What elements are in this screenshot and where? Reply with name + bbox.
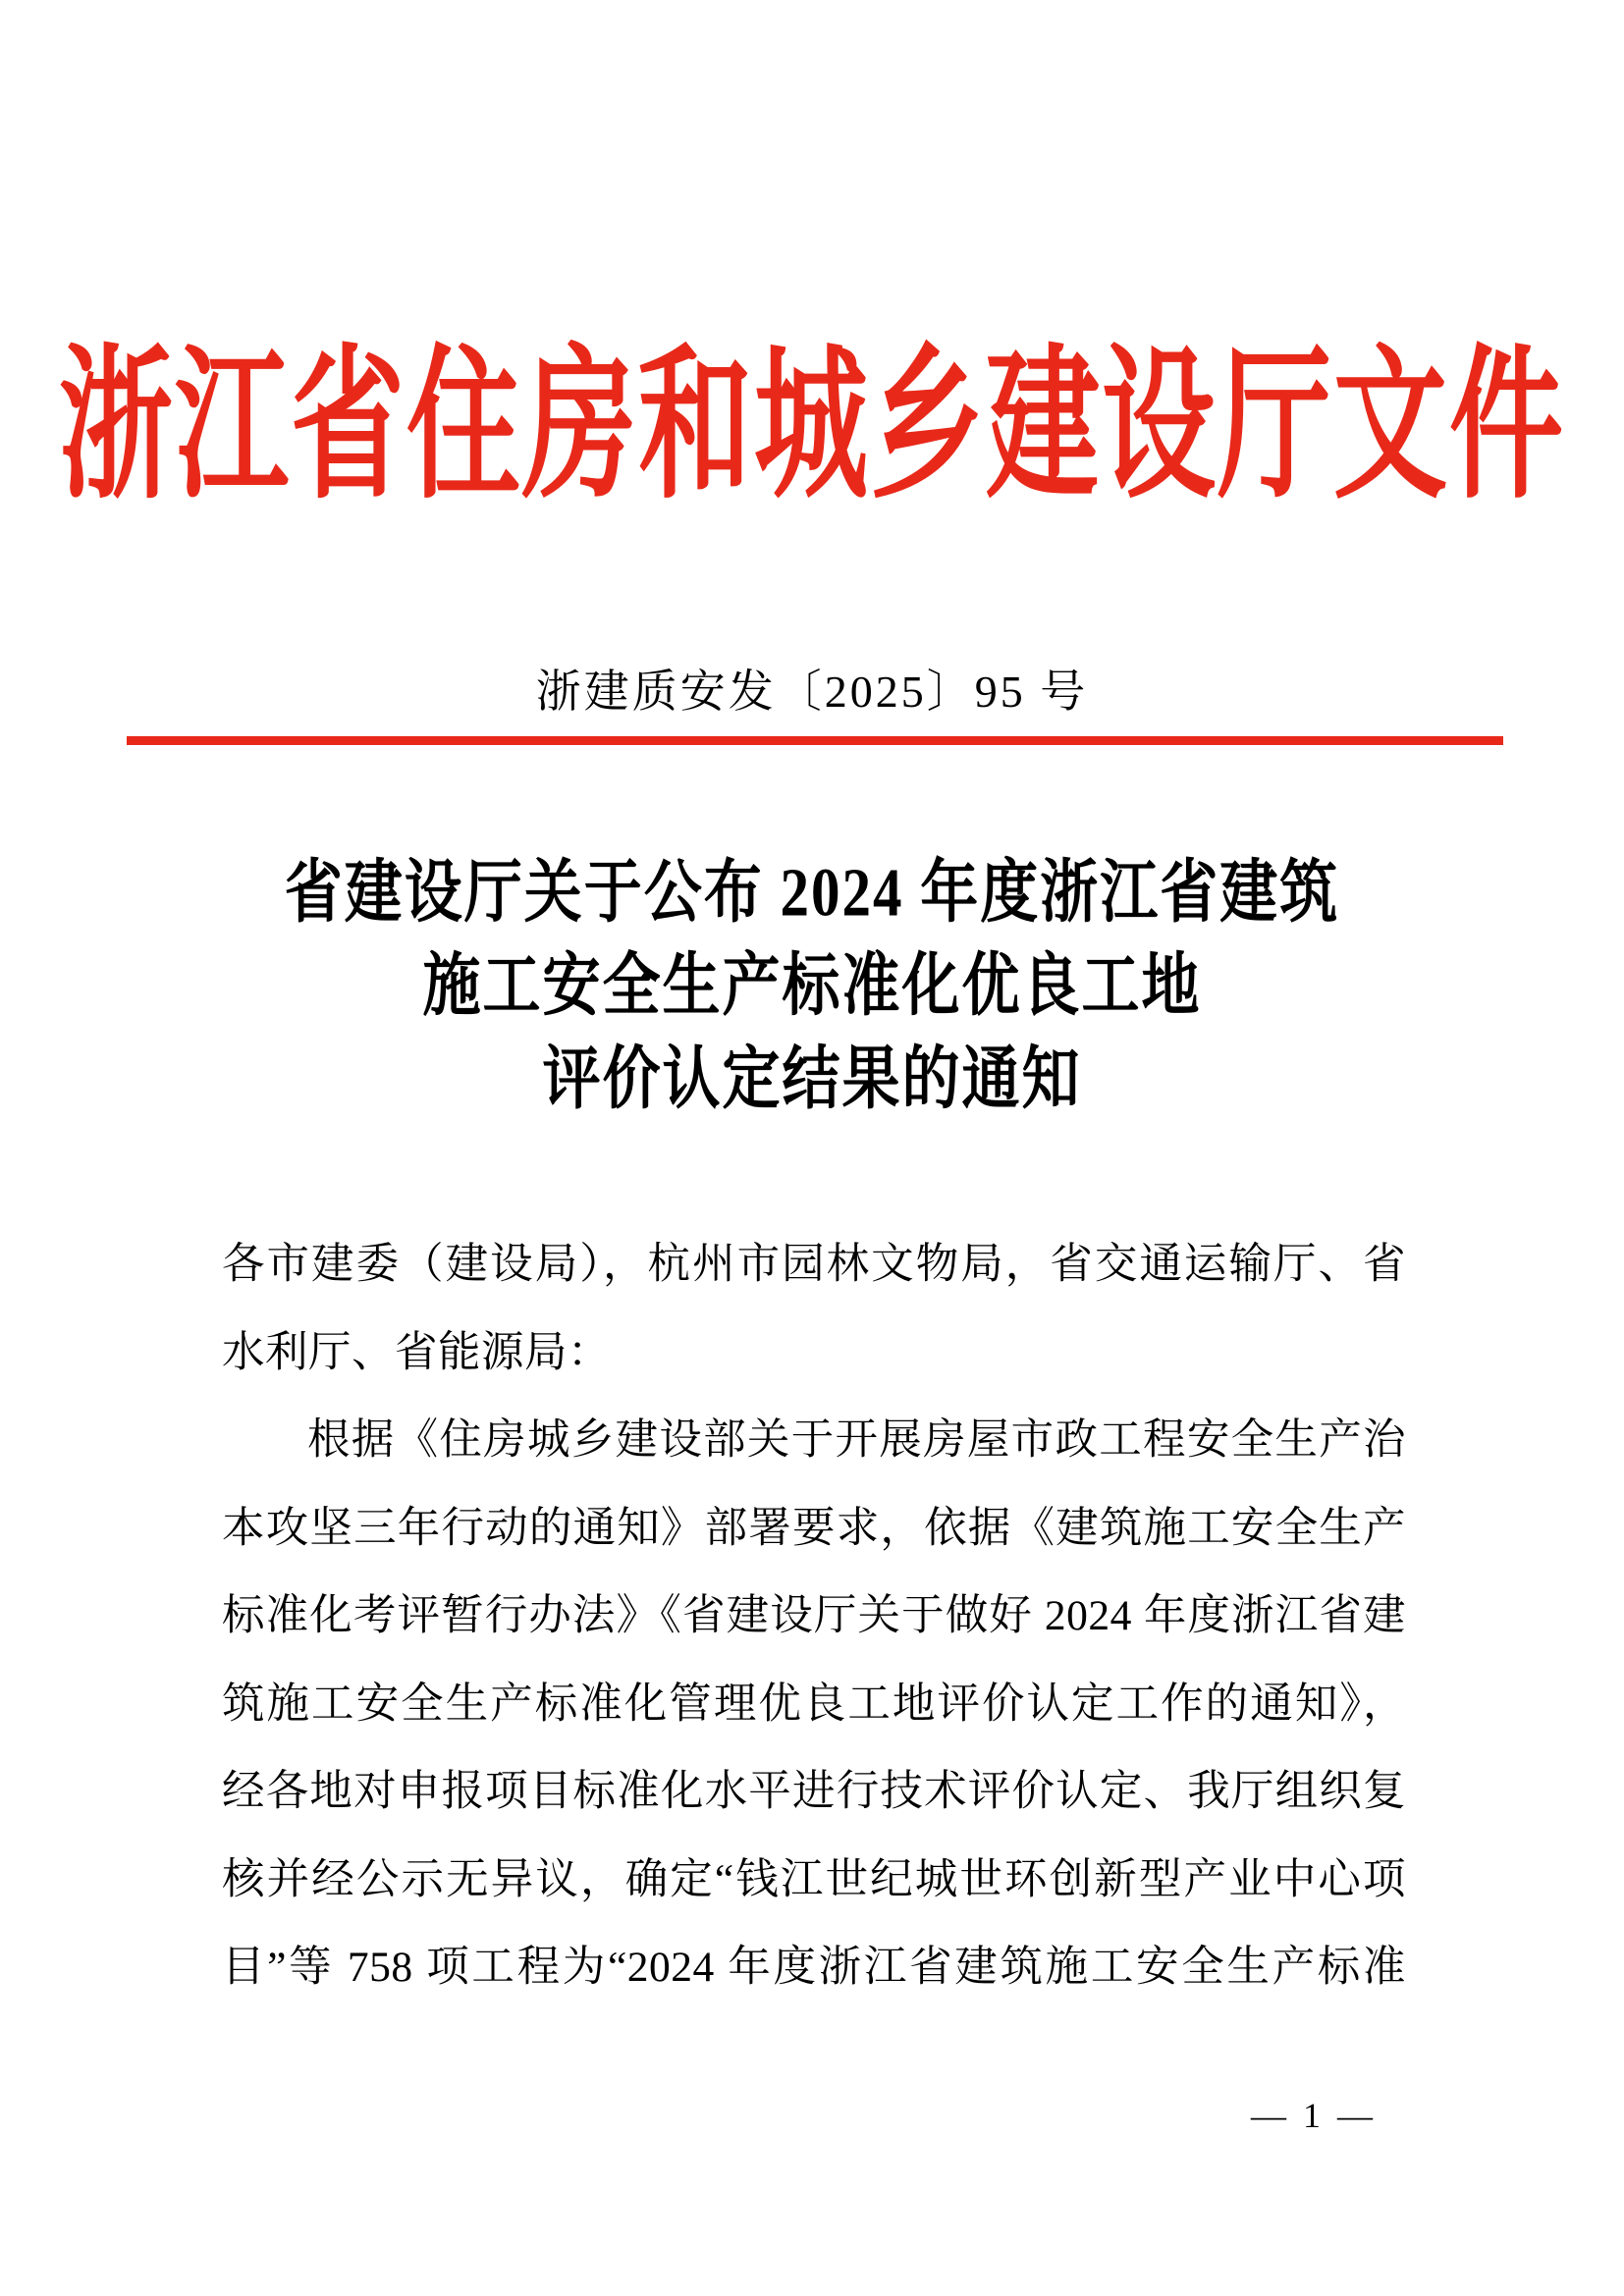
title-line-1: 省建设厅关于公布 2024 年度浙江省建筑 [284,853,1340,931]
title-line-3: 评价认定结果的通知 [542,1040,1082,1117]
issuing-agency-masthead: 浙江省住房和城乡建设厅文件 [59,337,1565,519]
body-line-paragraph: 核并经公示无异议，确定“钱江世纪城世环创新型产业中心项 [222,1855,1406,1903]
body-line-recipients-1: 各市建委（建设局），杭州市园林文物局，省交通运输厅、省 [222,1241,1406,1288]
body-line-paragraph: 经各地对申报项目标准化水平进行技术评价认定、我厅组织复 [222,1768,1406,1815]
document-title-row [0,846,1624,939]
body-line-recipients-2: 水利厅、省能源局： [222,1328,611,1376]
document-number: 浙建质安发〔2025〕95 号 [535,667,1089,717]
body-line-paragraph: 根据《住房城乡建设部关于开展房屋市政工程安全生产治 [307,1416,1406,1464]
body-line-paragraph: 本攻坚三年行动的通知》部署要求，依据《建筑施工安全生产 [222,1504,1406,1552]
body-line-paragraph: 目”等 758 项工程为“2024 年度浙江省建筑施工安全生产标准 [222,1944,1406,1991]
title-line-2: 施工安全生产标准化优良工地 [422,946,1202,1024]
page-number: — 1 — [1251,2096,1377,2135]
body-line-paragraph: 标准化考评暂行办法》《省建设厅关于做好 2024 年度浙江省建 [222,1592,1406,1639]
document-title [0,846,1624,1126]
document-title-row [0,1033,1624,1126]
document-title-row [0,939,1624,1033]
body-line-paragraph: 筑施工安全生产标准化管理优良工地评价认定工作的通知》， [222,1680,1406,1728]
document-body [222,1221,1406,2012]
red-divider-line [127,736,1503,745]
